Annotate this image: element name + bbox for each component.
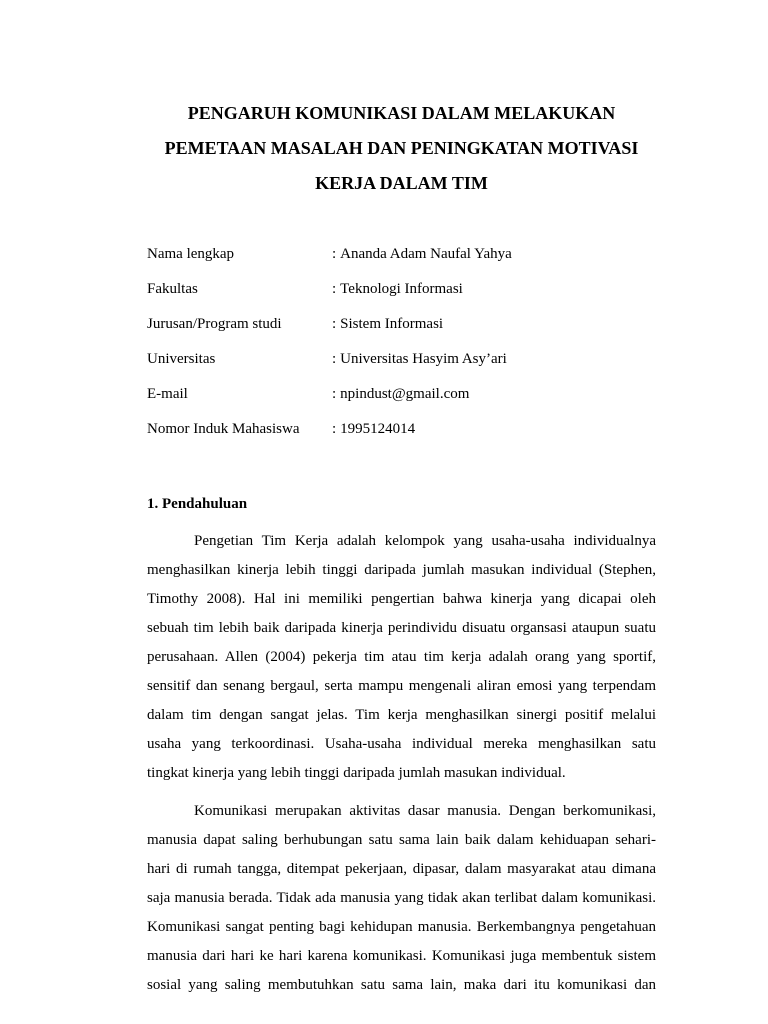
info-separator: :: [332, 351, 337, 367]
info-label: Fakultas: [147, 281, 198, 297]
paragraph-line: dalam tim dengan sangat jelas. Tim kerja menghasilkan sinergi positif melalui: [147, 707, 656, 723]
author-info-table: [147, 243, 656, 453]
paragraph-line: sebuah tim lebih baik daripada kinerja perindividu disuatu organsasi ataupun suatu: [147, 620, 656, 636]
info-separator: :: [332, 246, 337, 262]
paragraph-line: usaha yang terkoordinasi. Usaha-usaha individual mereka menghasilkan satu: [147, 736, 656, 752]
paragraph-line: Pengetian Tim Kerja adalah kelompok yang usaha-usaha individualnya: [194, 533, 656, 549]
info-label: Nama lengkap: [147, 246, 235, 262]
info-row-university: [147, 348, 656, 383]
info-value: Ananda Adam Naufal Yahya: [340, 246, 512, 262]
paragraph: [147, 527, 656, 788]
paragraph-line: saja manusia berada. Tidak ada manusia yang tidak akan terlibat dalam komunikasi.: [147, 890, 656, 906]
paragraph-line: sosial yang saling membutuhkan satu sama lain, maka dari itu komunikasi dan: [147, 977, 656, 993]
info-label: Jurusan/Program studi: [147, 316, 282, 332]
info-separator: :: [332, 421, 337, 437]
info-row-study-program: [147, 313, 656, 348]
info-value: Universitas Hasyim Asy’ari: [340, 351, 507, 367]
paragraph-line: hari di rumah tangga, ditempat pekerjaan, dipasar, dalam masyarakat atau dimana: [147, 861, 656, 877]
title-line: PENGARUH KOMUNIKASI DALAM MELAKUKAN: [187, 103, 616, 123]
info-value: Sistem Informasi: [340, 316, 444, 332]
paragraph-line: Komunikasi merupakan aktivitas dasar manusia. Dengan berkomunikasi,: [194, 803, 656, 819]
title-line: PEMETAAN MASALAH DAN PENINGKATAN MOTIVASI: [164, 138, 639, 158]
paragraph-line: menghasilkan kinerja lebih tinggi daripada jumlah masukan individual (Stephen,: [147, 562, 656, 578]
info-row-full-name: [147, 243, 656, 278]
paragraph-line: manusia dapat saling berhubungan satu sama lain baik dalam kehiduapan sehari-: [147, 832, 656, 848]
paragraph-line: manusia dari hari ke hari karena komunikasi. Komunikasi juga membentuk sistem: [147, 948, 656, 964]
info-row-faculty: [147, 278, 656, 313]
info-label: E-mail: [147, 386, 188, 402]
title-line: KERJA DALAM TIM: [315, 173, 488, 193]
document-title: [147, 96, 656, 201]
section-heading: 1. Pendahuluan: [147, 496, 248, 512]
paragraph-line: sensitif dan senang bergaul, serta mampu mengenali aliran emosi yang terpendam: [147, 678, 656, 694]
info-value: 1995124014: [340, 421, 416, 437]
info-value: Teknologi Informasi: [340, 281, 463, 297]
paragraph-line: Timothy 2008). Hal ini memiliki pengertian bahwa kinerja yang dicapai oleh: [147, 591, 656, 607]
paragraph-line: tingkat kinerja yang lebih tinggi daripada jumlah masukan individual.: [147, 765, 566, 781]
info-label: Nomor Induk Mahasiswa: [147, 421, 300, 437]
info-value: npindust@gmail.com: [340, 386, 470, 402]
paragraph-line: Komunikasi sangat penting bagi kehidupan manusia. Berkembangnya pengetahuan: [147, 919, 656, 935]
info-separator: :: [332, 316, 337, 332]
paragraph: [147, 797, 656, 1000]
info-separator: :: [332, 281, 337, 297]
paragraph-line: perusahaan. Allen (2004) pekerja tim atau tim kerja adalah orang yang sportif,: [147, 649, 656, 665]
info-label: Universitas: [147, 351, 216, 367]
info-separator: :: [332, 386, 337, 402]
info-row-student-id: [147, 418, 656, 453]
info-row-email: [147, 383, 656, 418]
